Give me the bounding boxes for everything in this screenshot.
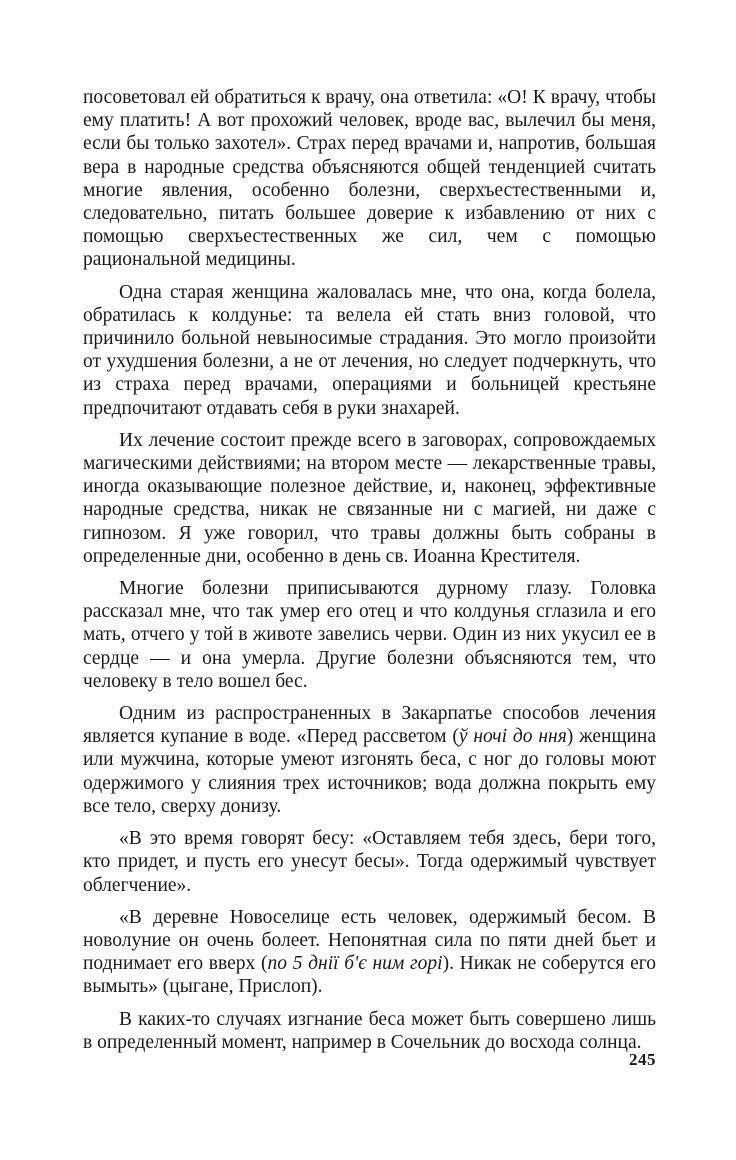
paragraph-7 <box>83 906 656 999</box>
paragraph-7-italic-quote: по 5 днії б'є ним горі <box>267 953 443 975</box>
paragraph-4: Многие болезни приписываются дурному глазу. Головка рассказал мне, что так умер его отец и что колдунья сглазила и его мать, отчего у той в животе завелись черви. Один из них укусил ее в сердце — и она умерла. Другие болезни объясняются тем, что человеку в тело вошел бес. <box>83 578 656 692</box>
paragraph-5-text-before: Одним из распространенных в Закарпатье способов лечения является купание в воде. «Перед рассветом ( <box>83 703 656 748</box>
paragraph-5-italic-quote: ў ночі до ння <box>458 726 567 748</box>
paragraph-5 <box>83 702 656 818</box>
page-number: 245 <box>629 1050 656 1069</box>
paragraph-2: Одна старая женщина жаловалась мне, что она, когда болела, обратилась к колдунье: та велела ей стать вниз головой, что причинило больной невыносимые страдания. Это могло произойти от ухудшения болезни, а не от лечения, но следует подчеркнуть, что из страха перед врачами, операциями и больницей крестьяне предпочитают отдавать себя в руки знахарей. <box>83 281 656 419</box>
paragraph-8: В каких-то случаях изгнание беса может быть совершено лишь в определенный момент, например в Сочельник до восхода солнца. <box>83 1008 656 1053</box>
paragraph-6: «В это время говорят бесу: «Оставляем тебя здесь, бери того, кто придет, и пусть его унесут бесы». Тогда одержимый чувствует облегчение». <box>83 828 656 896</box>
page-body <box>83 86 656 1063</box>
paragraph-7-text-after: ). Никак не соберутся его вымыть» (цыгане, Прислоп). <box>83 953 657 998</box>
paragraph-7-text-before: «В деревне Новоселице есть человек, одержимый бесом. В новолуние он очень болеет. Непонятная сила по пяти дней бьет и поднимает его вверх ( <box>83 906 656 975</box>
paragraph-5-text-after: ) женщина или мужчина, которые умеют изгонять беса, с ног до головы моют одержимого у слияния трех источников; вода должна покрыть ему все тело, сверху донизу. <box>83 726 657 817</box>
paragraph-3: Их лечение состоит прежде всего в заговорах, сопровождаемых магическими действиями; на втором месте — лекарственные травы, иногда оказывающие полезное действие, и, наконец, эффективные народные средства, никак не связанные ни с магией, ни даже с гипнозом. Я уже говорил, что травы должны быть собраны в определенные дни, особенно в день св. Иоанна Крестителя. <box>83 429 656 567</box>
paragraph-1: посоветовал ей обратиться к врачу, она ответила: «О! К врачу, чтобы ему платить! А вот прохожий человек, вроде вас, вылечил бы меня, если бы только захотел». Страх перед врачами и, напротив, большая вера в народные средства объясняются общей тенденцией считать многие явления, особенно болезни, сверхъестественными и, следовательно, питать большее доверие к избавлению от них с помощью сверхъестественных же сил, чем с помощью рациональной медицины. <box>83 87 656 271</box>
